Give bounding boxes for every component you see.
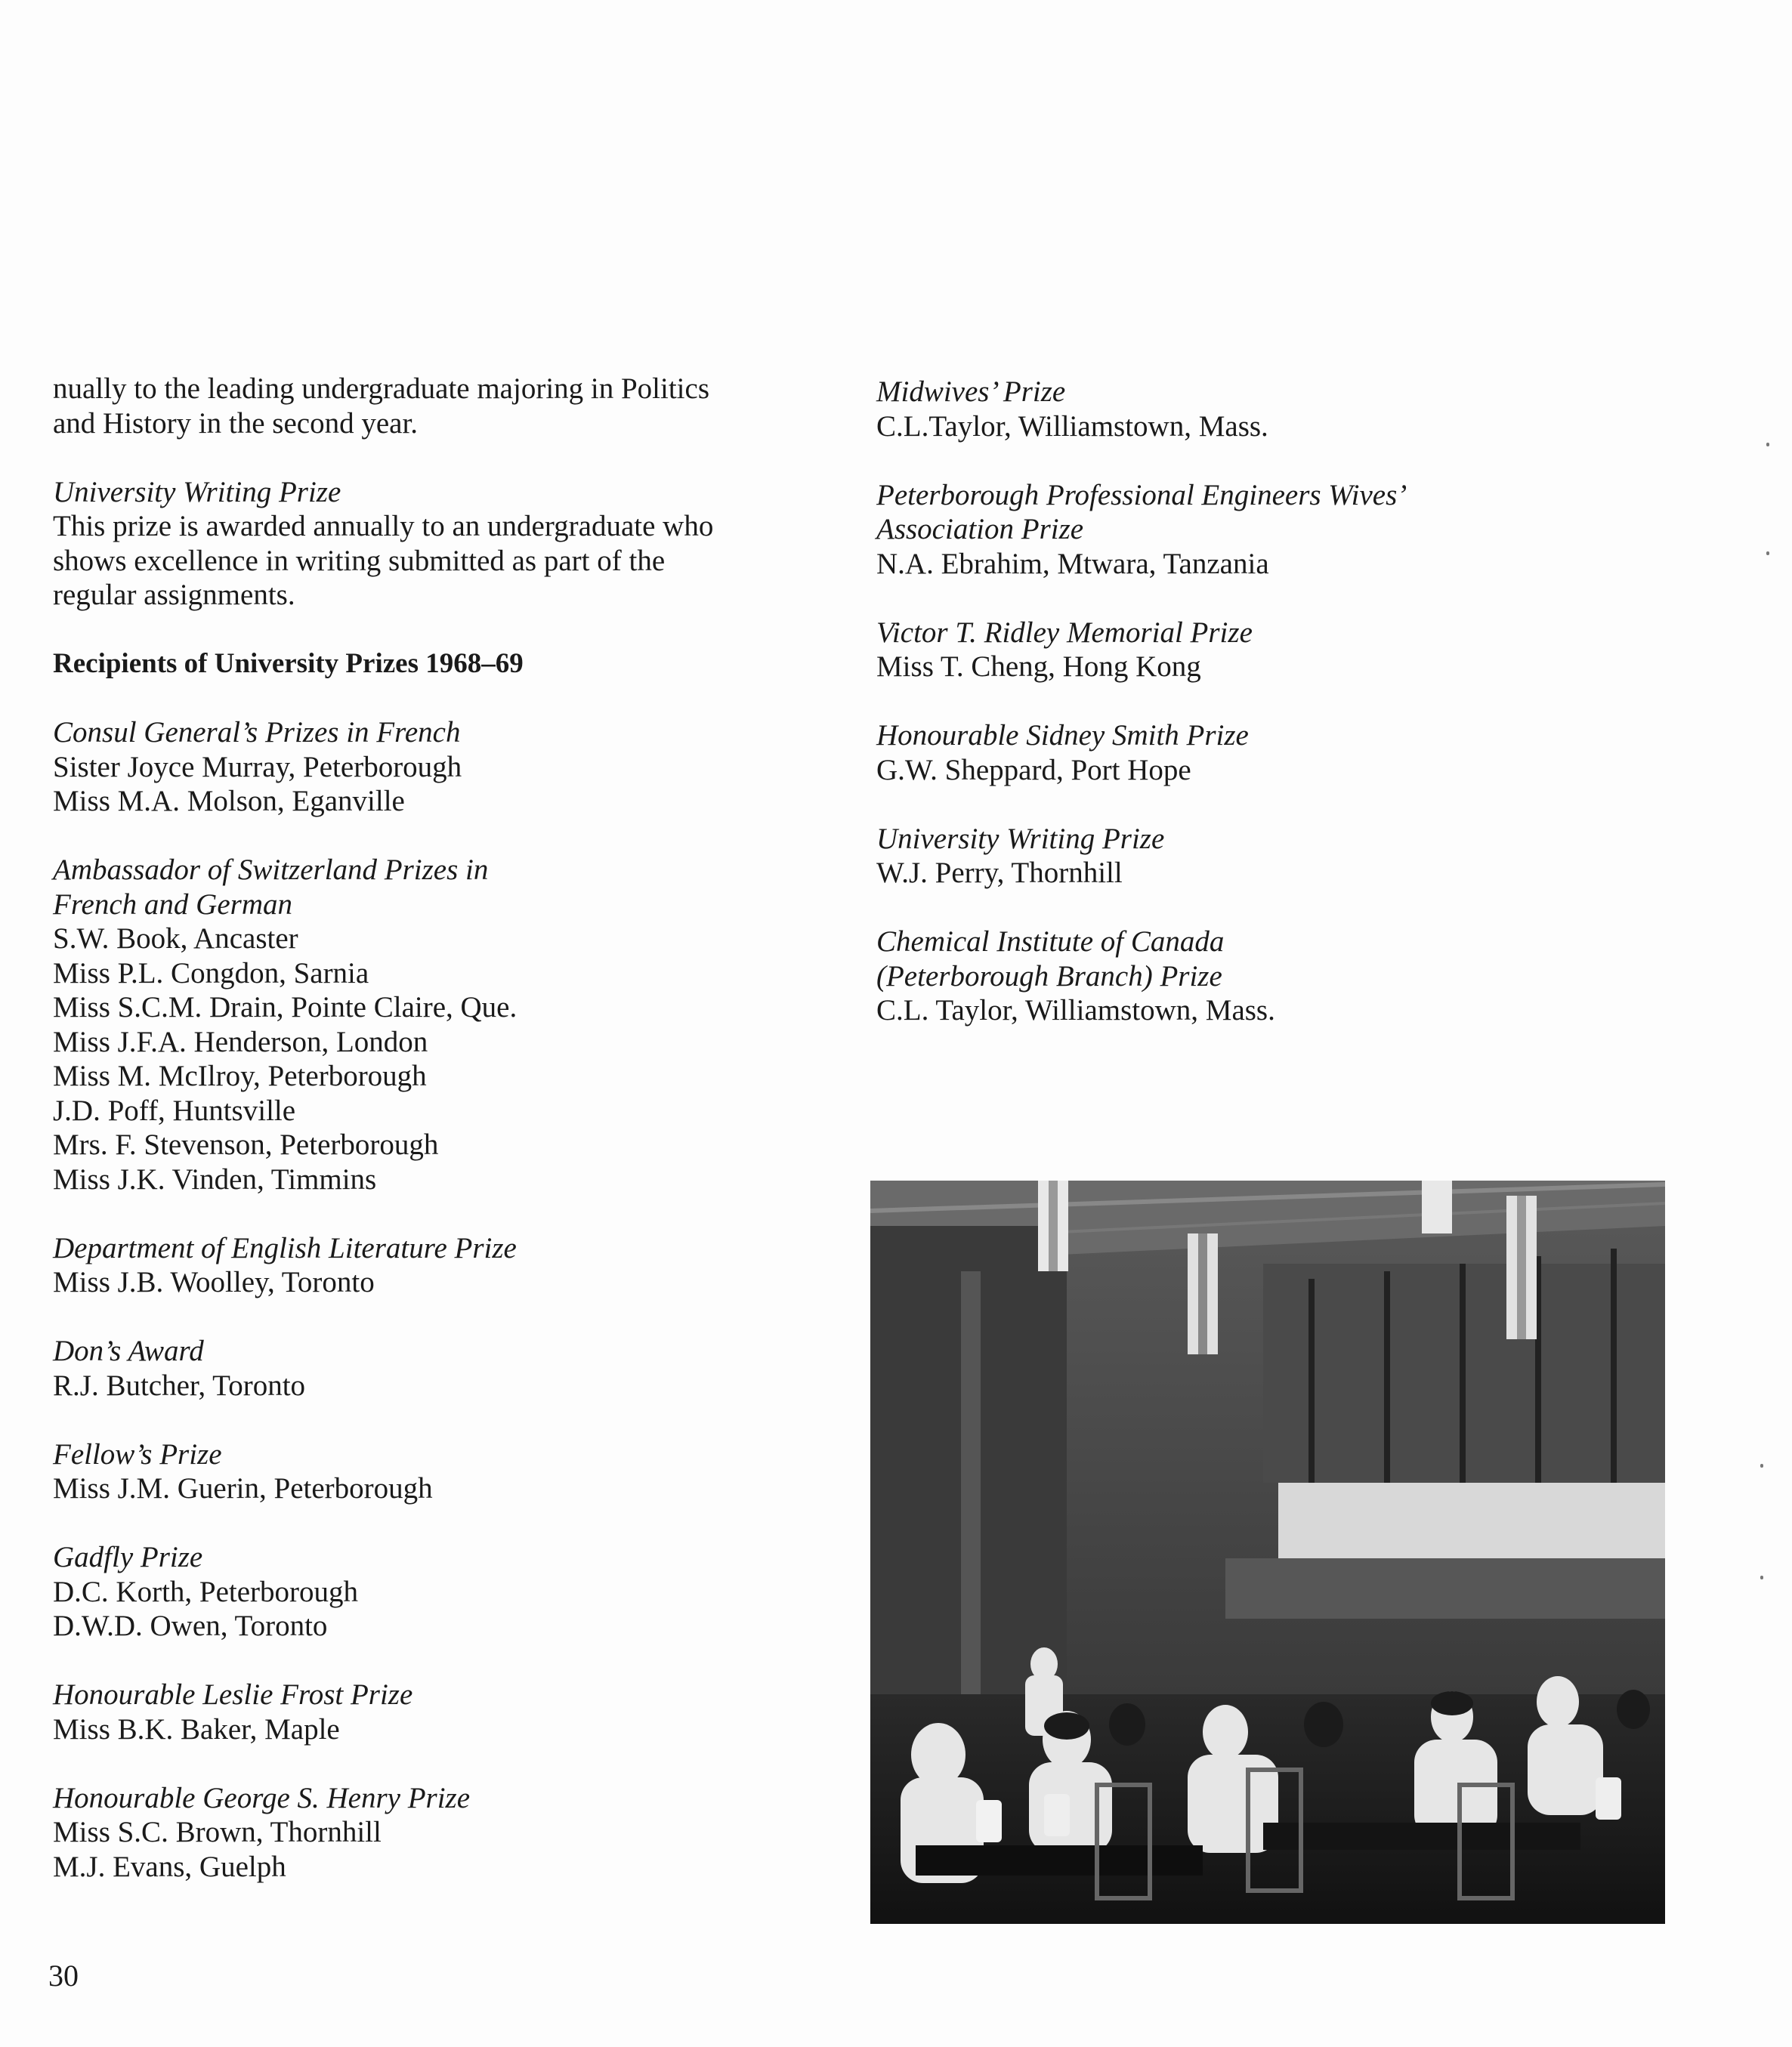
paragraph-gap xyxy=(53,440,854,475)
prize-title: Victor T. Ridley Memorial Prize xyxy=(876,616,1253,649)
scan-speck xyxy=(1766,551,1769,555)
prize-title: Chemical Institute of Canada xyxy=(876,925,1225,958)
prize-title: Fellow’s Prize xyxy=(53,1437,222,1471)
prize-title: Midwives’ Prize xyxy=(876,375,1066,408)
text-line: shows excellence in writing submitted as part of the xyxy=(53,544,666,577)
text-line: Miss J.F.A. Henderson, London xyxy=(53,1025,428,1058)
scan-speck xyxy=(1766,443,1769,446)
text-line: J.D. Poff, Huntsville xyxy=(53,1094,296,1127)
text-line: D.C. Korth, Peterborough xyxy=(53,1575,359,1608)
paragraph-gap xyxy=(53,819,854,854)
dining-hall-photo xyxy=(870,1181,1665,1924)
prize-title: University Writing Prize xyxy=(53,475,341,508)
paragraph-gap xyxy=(876,443,1677,478)
text-line: Miss P.L. Congdon, Sarnia xyxy=(53,956,369,990)
paragraph-gap xyxy=(53,1644,854,1678)
text-line: G.W. Sheppard, Port Hope xyxy=(876,753,1191,786)
prize-title: Don’s Award xyxy=(53,1335,204,1367)
prize-title: Honourable Leslie Frost Prize xyxy=(53,1678,413,1711)
prize-title: Honourable George S. Henry Prize xyxy=(53,1781,471,1814)
text-line: Sister Joyce Murray, Peterborough xyxy=(53,750,462,783)
text-line: C.L. Taylor, Williamstown, Mass. xyxy=(876,994,1275,1027)
paragraph-gap xyxy=(53,1300,854,1335)
prize-title: Ambassador of Switzerland Prizes in xyxy=(53,854,489,886)
section-heading: Recipients of University Prizes 1968–69 xyxy=(53,648,524,679)
text-line: and History in the second year. xyxy=(53,406,419,440)
prize-title: Association Prize xyxy=(876,513,1084,545)
text-line: S.W. Book, Ancaster xyxy=(53,922,298,955)
prize-title: French and German xyxy=(53,888,292,921)
prize-title: Consul General’s Prizes in French xyxy=(53,716,461,749)
scan-speck xyxy=(1760,1464,1763,1468)
text-line: Miss S.C. Brown, Thornhill xyxy=(53,1816,382,1848)
paragraph-gap xyxy=(876,581,1677,616)
text-line: Miss J.K. Vinden, Timmins xyxy=(53,1162,377,1196)
text-line: Miss S.C.M. Drain, Pointe Claire, Que. xyxy=(53,991,518,1024)
text-line: W.J. Perry, Thornhill xyxy=(876,857,1123,889)
prize-title: Peterborough Professional Engineers Wives’ xyxy=(876,478,1407,511)
text-line: C.L.Taylor, Williamstown, Mass. xyxy=(876,409,1268,443)
prize-title: Department of English Literature Prize xyxy=(53,1231,517,1264)
prize-title: (Peterborough Branch) Prize xyxy=(876,959,1222,993)
dining-hall-photo-icon xyxy=(870,1181,1665,1924)
text-line: Mrs. F. Stevenson, Peterborough xyxy=(53,1128,439,1161)
left-column xyxy=(53,372,854,1884)
text-line: M.J. Evans, Guelph xyxy=(53,1850,286,1883)
text-line: Miss J.B. Woolley, Toronto xyxy=(53,1266,375,1298)
prize-title: University Writing Prize xyxy=(876,822,1165,855)
text-line: nually to the leading undergraduate majoring in Politics xyxy=(53,372,710,405)
paragraph-gap xyxy=(53,1746,854,1781)
text-line: regular assignments. xyxy=(53,579,295,611)
text-line: Miss J.M. Guerin, Peterborough xyxy=(53,1472,433,1505)
paragraph-gap xyxy=(876,684,1677,719)
page-number: 30 xyxy=(48,1959,79,1993)
text-line: D.W.D. Owen, Toronto xyxy=(53,1610,328,1642)
paragraph-gap xyxy=(53,1196,854,1231)
text-line: Miss M.A. Molson, Eganville xyxy=(53,785,405,817)
prize-title: Gadfly Prize xyxy=(53,1541,203,1573)
paragraph-gap xyxy=(876,787,1677,822)
scan-speck xyxy=(1760,1576,1763,1579)
text-line: N.A. Ebrahim, Mtwara, Tanzania xyxy=(876,547,1269,580)
paragraph-gap xyxy=(53,1506,854,1541)
right-column xyxy=(876,375,1677,1028)
text-line: This prize is awarded annually to an undergraduate who xyxy=(53,510,714,542)
paragraph-gap xyxy=(876,891,1677,925)
paragraph-gap xyxy=(53,613,854,647)
text-line: Miss T. Cheng, Hong Kong xyxy=(876,650,1201,683)
prize-title: Honourable Sidney Smith Prize xyxy=(876,719,1249,752)
text-line: Miss M. McIlroy, Peterborough xyxy=(53,1060,427,1092)
paragraph-gap xyxy=(53,1403,854,1437)
text-line: Miss B.K. Baker, Maple xyxy=(53,1712,340,1746)
text-line: R.J. Butcher, Toronto xyxy=(53,1369,306,1402)
paragraph-gap xyxy=(53,681,854,716)
